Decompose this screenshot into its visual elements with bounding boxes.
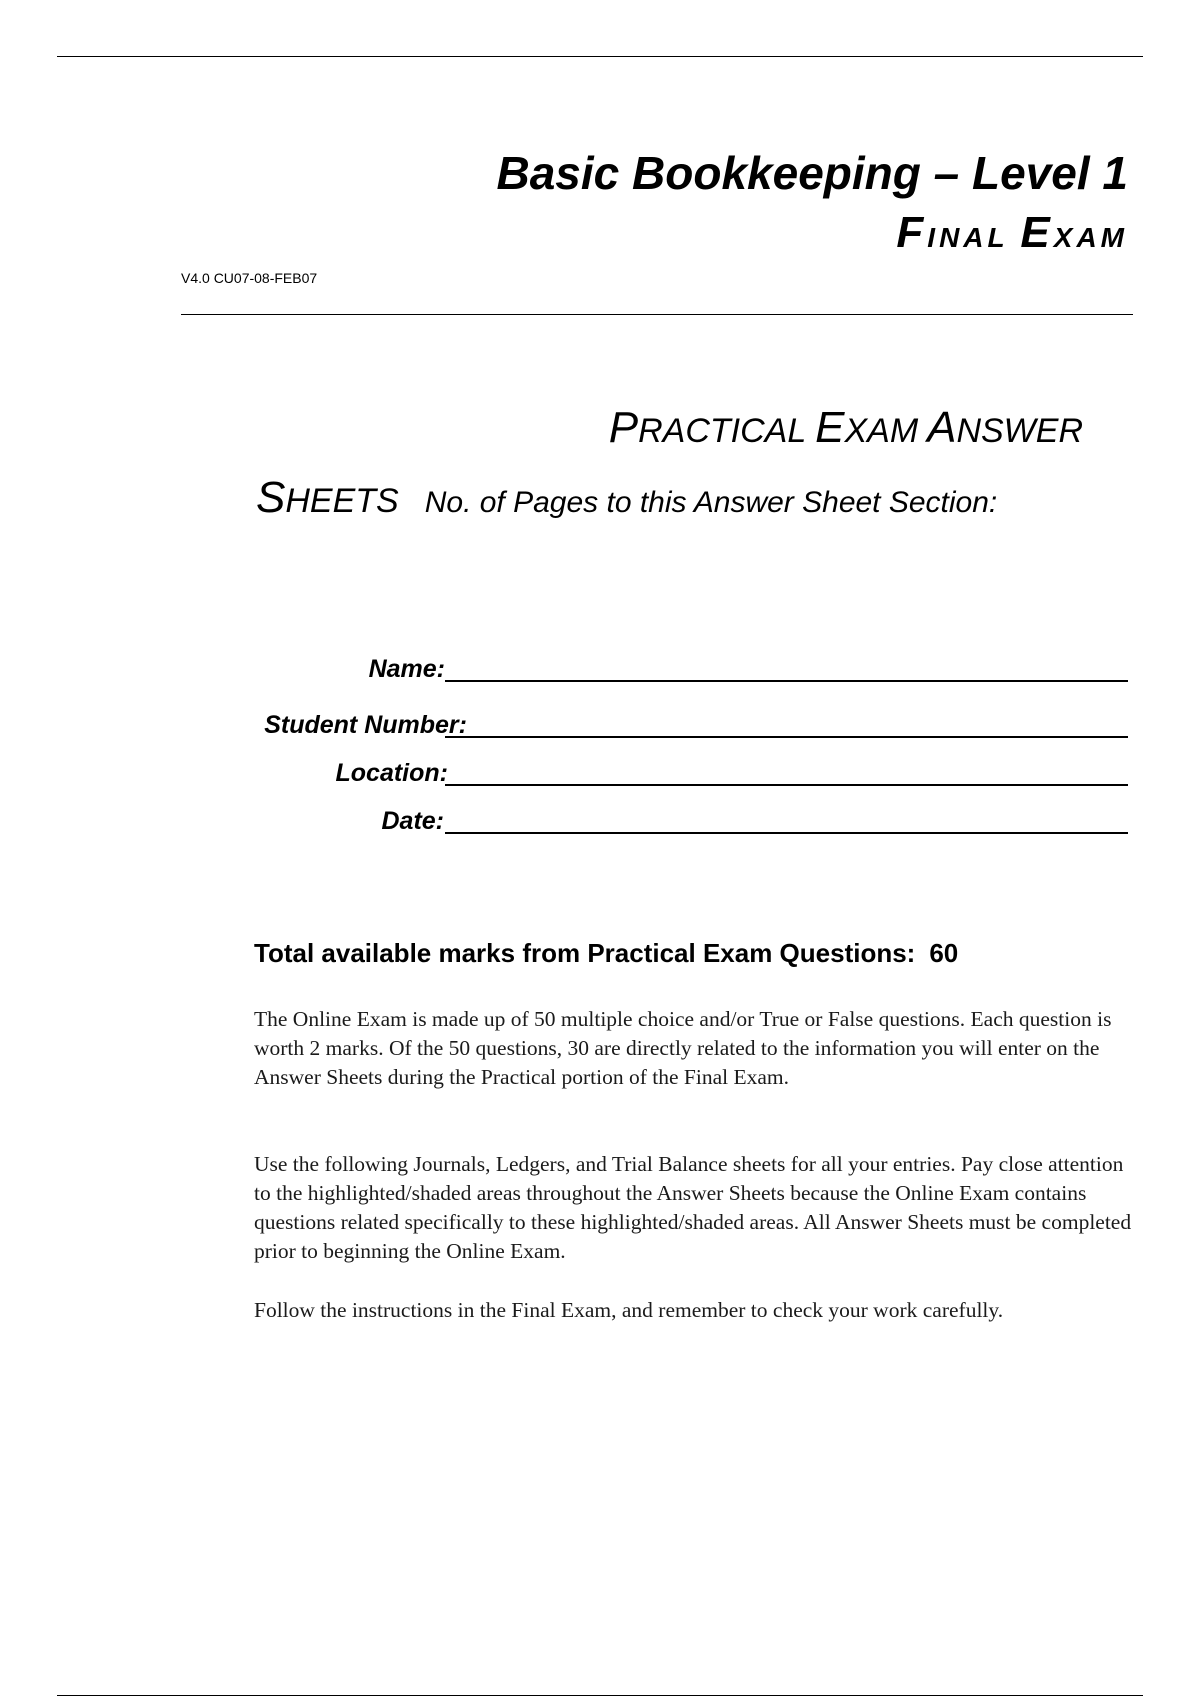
heading-rest-xam: XAM [844,412,919,450]
paragraph-online-exam: The Online Exam is made up of 50 multiple choice and/or True or False questions. Each question is worth 2 marks. Of the 50 questions, 30 are directly related to the information you will enter on the Answer Sheets during the Practical portion of the Final Exam. [254,1007,1112,1089]
paragraph-instructions: Follow the instructions in the Final Exam, and remember to check your work carefully. [254,1298,1004,1322]
document-title: Basic Bookkeeping – Level 1 [496,147,1128,199]
student-number-label: Student Number: [264,711,467,739]
subtitle-rest-xam: XAM [1053,222,1128,253]
location-field-row [0,754,1200,794]
location-label: Location: [335,759,448,787]
paragraph-answer-sheets: Use the following Journals, Ledgers, and Trial Balance sheets for all your entries. Pay close attention to the highlighted/shaded areas throughout the Answer Sheets because the Online Exam contains questions related specifically to these highlighted/shaded areas. All Answer Sheets must be completed prior to beginning the Online Exam. [254,1152,1132,1263]
version-code: V4.0 CU07-08-FEB07 [181,270,318,286]
bottom-rule [57,1695,1143,1696]
subtitle-cap-f: F [896,208,928,257]
total-marks-value: 60 [929,938,959,968]
pages-label: No. of Pages to this Answer Sheet Section: [424,486,998,519]
header-rule [181,314,1133,315]
date-field[interactable] [445,832,1128,834]
location-field[interactable] [445,784,1128,786]
section-heading-line2 [256,473,997,523]
heading-rest-heets: HEETS [285,482,399,520]
heading-rest-nswer: NSWER [956,412,1083,450]
student-number-field[interactable] [445,736,1128,738]
heading-cap-p: P [608,403,639,452]
heading-cap-a: A [927,403,957,452]
name-label: Name: [368,655,445,683]
student-number-field-row [0,706,1200,746]
name-field-row [0,650,1200,690]
section-heading-line1 [609,403,1083,453]
total-marks [254,938,958,969]
heading-cap-e: E [815,403,845,452]
total-marks-label: Total available marks from Practical Exam Questions: [254,938,916,968]
subtitle-cap-e: E [1020,208,1054,257]
heading-cap-s: S [256,473,286,522]
name-field[interactable] [445,680,1128,682]
top-rule [57,56,1143,57]
document-subtitle [896,208,1128,258]
heading-rest-ractical: RACTICAL [638,412,807,450]
date-field-row [0,802,1200,842]
subtitle-rest-inal: INAL [927,222,1009,253]
date-label: Date: [381,807,444,835]
